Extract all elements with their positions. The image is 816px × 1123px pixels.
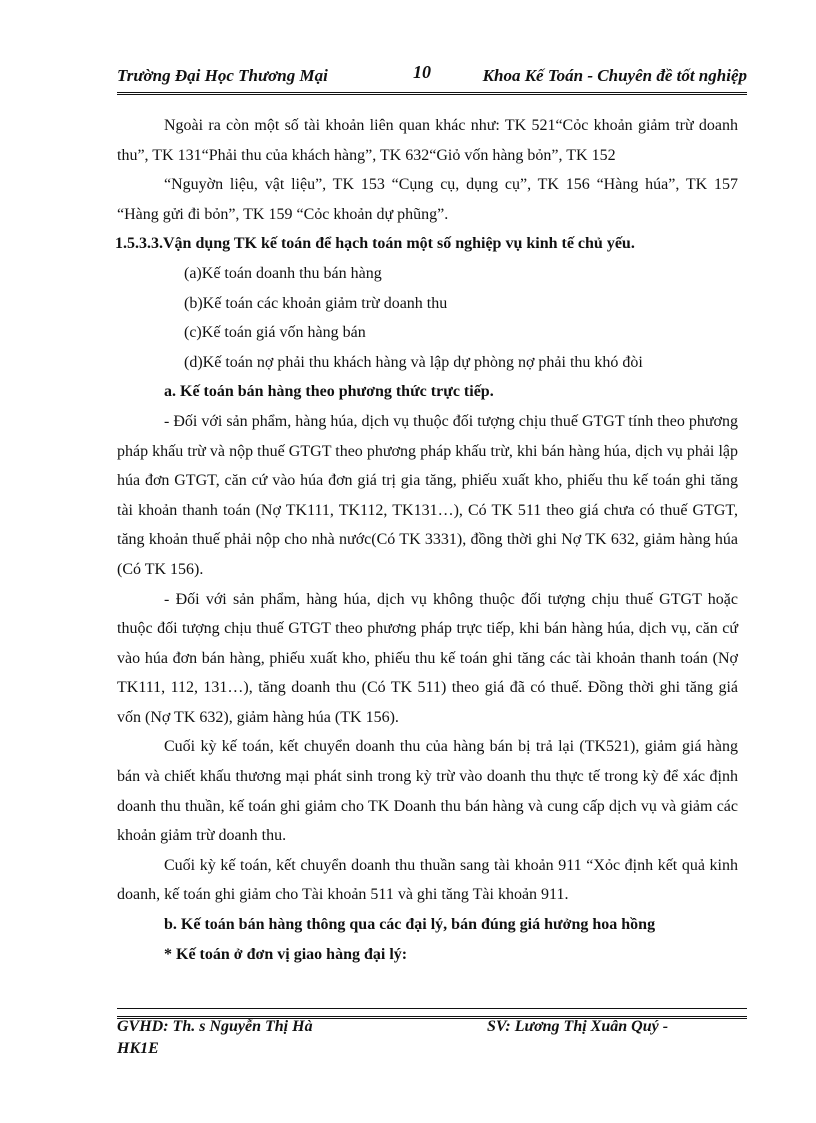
list-item: (c)Kế toán giá vốn hàng bán: [184, 324, 366, 342]
subheading-b: b. Kế toán bán hàng thông qua các đại lý, bán đúng giá hưởng hoa hồng: [164, 916, 656, 934]
page-header: [117, 62, 747, 92]
header-faculty: Khoa Kế Toán - Chuyên đề tốt nghiệp: [482, 66, 747, 85]
paragraph-deductible: - Đối với sản phẩm, hàng húa, dịch vụ thuộc đối tượng chịu thuế GTGT tính theo phương pháp khấu trừ và nộp thuế GTGT theo phương pháp khấu trừ, khi bán hàng húa, dịch vụ phải lập húa đơn GTGT, căn cứ vào húa đơn giá trị gia tăng, phiếu xuất kho, phiếu thu kế toán ghi tăng tài khoản thanh toán (Nợ TK111, TK112, TK131…), Có TK 511 theo giá chưa có thuế GTGT, tăng khoản thuế phải nộp cho nhà nước(Có TK 3331), đồng thời ghi Nợ TK 632, giảm hàng húa (Có TK 156).: [117, 412, 738, 578]
header-school: Trường Đại Học Thương Mại: [117, 66, 328, 85]
section-heading: 1.5.3.3.Vận dụng TK kế toán để hạch toán một số nghiệp vụ kinh tế chủ yếu.: [115, 235, 635, 253]
paragraph-accounts: Ngoài ra còn một số tài khoản liên quan khác như: TK 521“Cỏc khoản giảm trừ doanh thu”, TK 131“Phải thu của khách hàng”, TK 632“Giỏ vốn hàng bỏn”, TK 152: [117, 117, 738, 164]
footer-student: SV: Lương Thị Xuân Quý -: [487, 1018, 669, 1035]
page-body: [117, 111, 738, 969]
footer-class-code: HK1E: [117, 1040, 159, 1057]
subheading-a: a. Kế toán bán hàng theo phương thức trực tiếp.: [164, 383, 494, 401]
list-item: (b)Kế toán các khoản giảm trừ doanh thu: [184, 294, 448, 312]
footer-advisor: GVHD: Th. s Nguyễn Thị Hà: [117, 1018, 313, 1035]
subheading-b-agent: * Kế toán ở đơn vị giao hàng đại lý:: [164, 945, 408, 963]
header-rule: [117, 92, 747, 98]
page-number: 10: [413, 62, 431, 82]
paragraph-net-revenue: Cuối kỳ kế toán, kết chuyển doanh thu thuần sang tài khoản 911 “Xỏc định kết quả kinh doanh, kế toán ghi giảm cho Tài khoản 511 và ghi tăng Tài khoản 911.: [117, 856, 738, 904]
list-item: (a)Kế toán doanh thu bán hàng: [184, 264, 382, 282]
paragraph-accounts-cont: “Nguyờn liệu, vật liệu”, TK 153 “Cụng cụ, dụng cụ”, TK 156 “Hàng húa”, TK 157 “Hàng gửi đi bỏn”, TK 159 “Cỏc khoản dự phũng”.: [117, 176, 738, 223]
paragraph-direct: - Đối với sản phẩm, hàng húa, dịch vụ không thuộc đối tượng chịu thuế GTGT hoặc thuộc đối tượng chịu thuế GTGT theo phương pháp trực tiếp, khi bán hàng húa, dịch vụ, căn cứ vào húa đơn bán hàng, phiếu xuất kho, phiếu thu kế toán ghi tăng các tài khoản thanh toán (Nợ TK111, 112, 131…), tăng doanh thu (Có TK 511) theo giá đã có thuế. Đồng thời ghi tăng giá vốn (Nợ TK 632), giảm hàng húa (TK 156).: [117, 590, 738, 726]
list-item: (d)Kế toán nợ phải thu khách hàng và lập dự phòng nợ phải thu khó đòi: [184, 353, 643, 371]
paragraph-period-end: Cuối kỳ kế toán, kết chuyển doanh thu của hàng bán bị trả lại (TK521), giảm giá hàng bán và chiết khấu thương mại phát sinh trong kỳ trừ vào doanh thu thực tế trong kỳ để xác định doanh thu thuần, kế toán ghi giảm cho TK Doanh thu bán hàng và cung cấp dịch vụ và giảm các khoản giảm trừ doanh thu.: [117, 738, 738, 845]
